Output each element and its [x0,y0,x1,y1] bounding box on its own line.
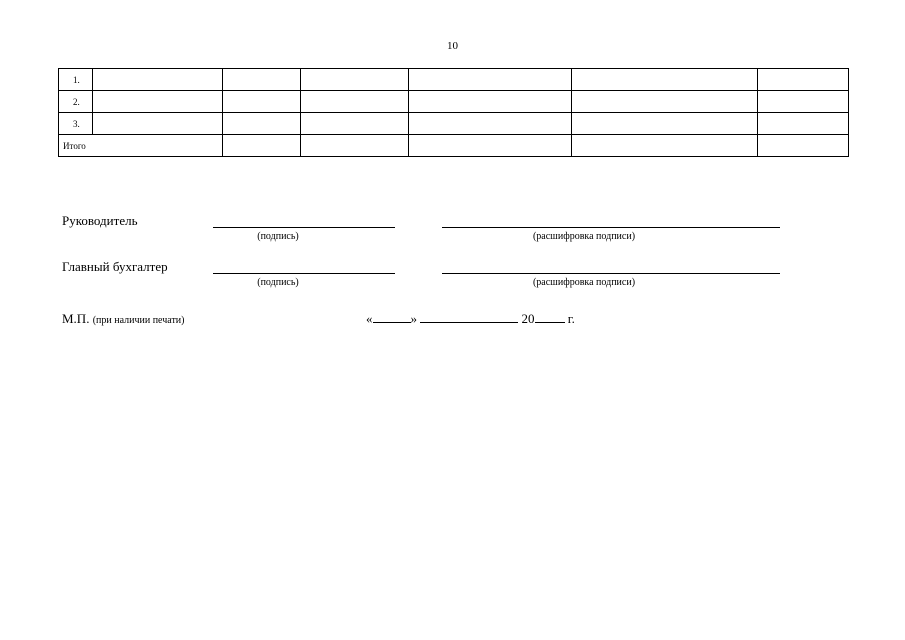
summary-table [58,68,849,157]
table-cell[interactable] [301,113,409,135]
row-number: 3. [59,113,93,135]
table-cell[interactable] [758,113,849,135]
row-number: 1. [59,69,93,91]
table-cell[interactable] [409,113,572,135]
table-cell[interactable] [409,91,572,113]
director-transcript-line[interactable] [442,227,780,228]
table-cell[interactable] [409,135,572,157]
table-cell[interactable] [93,91,223,113]
stamp-label: М.П. [62,311,90,326]
table-total-row [59,135,849,157]
total-label: Итого [59,135,223,157]
table-cell[interactable] [758,69,849,91]
table-cell[interactable] [758,91,849,113]
day-blank[interactable] [373,311,411,323]
table-cell[interactable] [409,69,572,91]
chief-accountant-label: Главный бухгалтер [62,259,168,274]
table-cell[interactable] [572,113,758,135]
page-number: 10 [447,40,458,52]
table-cell[interactable] [223,69,301,91]
table-cell[interactable] [93,69,223,91]
table-row [59,113,849,135]
table-cell[interactable] [223,91,301,113]
year-suffix: г. [567,311,575,326]
table-cell[interactable] [93,113,223,135]
director-signature-caption: (подпись) [257,231,299,242]
table-cell[interactable] [223,113,301,135]
table-cell[interactable] [572,91,758,113]
date-century: 20 [521,311,535,326]
table-cell[interactable] [301,91,409,113]
accountant-signature-line[interactable] [213,273,395,274]
row-number: 2. [59,91,93,113]
table-cell[interactable] [572,69,758,91]
stamp-place [62,311,185,327]
table-row [59,69,849,91]
table-cell[interactable] [301,135,409,157]
table-row [59,91,849,113]
month-blank[interactable] [420,311,518,323]
director-signature-line[interactable] [213,227,395,228]
table-cell[interactable] [301,69,409,91]
director-label: Руководитель [62,213,138,228]
accountant-signature-caption: (подпись) [257,277,299,288]
stamp-note: (при наличии печати) [92,315,185,326]
date-open-quote: « [366,311,373,326]
accountant-transcript-line[interactable] [442,273,780,274]
date-field [366,311,575,327]
table-cell[interactable] [758,135,849,157]
accountant-transcript-caption: (расшифровка подписи) [532,277,636,288]
year-blank[interactable] [535,311,565,323]
date-close-quote: » [410,311,417,326]
director-transcript-caption: (расшифровка подписи) [532,231,636,242]
table-cell[interactable] [223,135,301,157]
table-cell[interactable] [572,135,758,157]
